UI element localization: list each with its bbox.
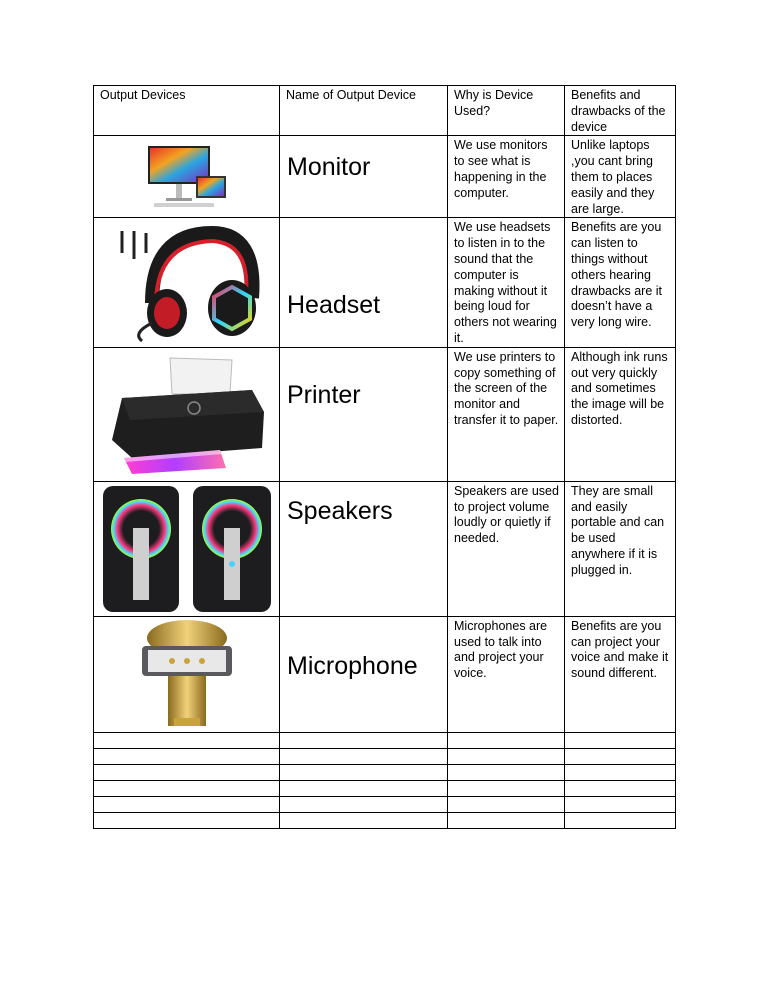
why-monitor: We use monitors to see what is happening in the computer. xyxy=(448,136,565,218)
benefits-monitor: Unlike laptops ,you cant bring them to places easily and they are large. xyxy=(565,136,676,218)
header-output-devices: Output Devices xyxy=(94,86,280,136)
why-microphone: Microphones are used to talk into and project your voice. xyxy=(448,616,565,732)
table-row xyxy=(94,347,676,481)
empty-row xyxy=(94,812,676,828)
speakers-image-cell xyxy=(94,481,280,616)
benefits-headset: Benefits are you can listen to things without others hearing drawbacks are it doesn’t have a very long wire. xyxy=(565,218,676,347)
output-devices-table xyxy=(93,85,676,829)
device-name-microphone: Microphone xyxy=(280,616,448,732)
device-name-printer: Printer xyxy=(280,347,448,481)
headset-image-cell xyxy=(94,218,280,347)
microphone-image-cell xyxy=(94,616,280,732)
why-printer: We use printers to copy something of the screen of the monitor and transfer it to paper. xyxy=(448,347,565,481)
why-speakers: Speakers are used to project volume loudly or quietly if needed. xyxy=(448,481,565,616)
empty-row xyxy=(94,748,676,764)
printer-image xyxy=(102,350,272,478)
empty-row xyxy=(94,796,676,812)
device-name-headset: Headset xyxy=(280,218,448,347)
monitor-image xyxy=(142,142,232,212)
table-row xyxy=(94,136,676,218)
benefits-printer: Although ink runs out very quickly and sometimes the image will be distorted. xyxy=(565,347,676,481)
header-name: Name of Output Device xyxy=(280,86,448,136)
monitor-image-cell xyxy=(94,136,280,218)
benefits-speakers: They are small and easily portable and can be used anywhere if it is plugged in. xyxy=(565,481,676,616)
empty-row xyxy=(94,764,676,780)
benefits-microphone: Benefits are you can project your voice and make it sound different. xyxy=(565,616,676,732)
speakers-image xyxy=(99,484,275,614)
device-name-speakers: Speakers xyxy=(280,481,448,616)
printer-image-cell xyxy=(94,347,280,481)
headset-image xyxy=(112,223,262,343)
device-name-monitor: Monitor xyxy=(280,136,448,218)
header-row xyxy=(94,86,676,136)
table-row xyxy=(94,616,676,732)
header-why: Why is Device Used? xyxy=(448,86,565,136)
empty-row xyxy=(94,732,676,748)
header-benefits: Benefits and drawbacks of the device xyxy=(565,86,676,136)
table-row xyxy=(94,218,676,347)
microphone-image xyxy=(122,618,252,730)
empty-row xyxy=(94,780,676,796)
why-headset: We use headsets to listen in to the sound that the computer is making without it being loud for others not wearing it. xyxy=(448,218,565,347)
table-row xyxy=(94,481,676,616)
